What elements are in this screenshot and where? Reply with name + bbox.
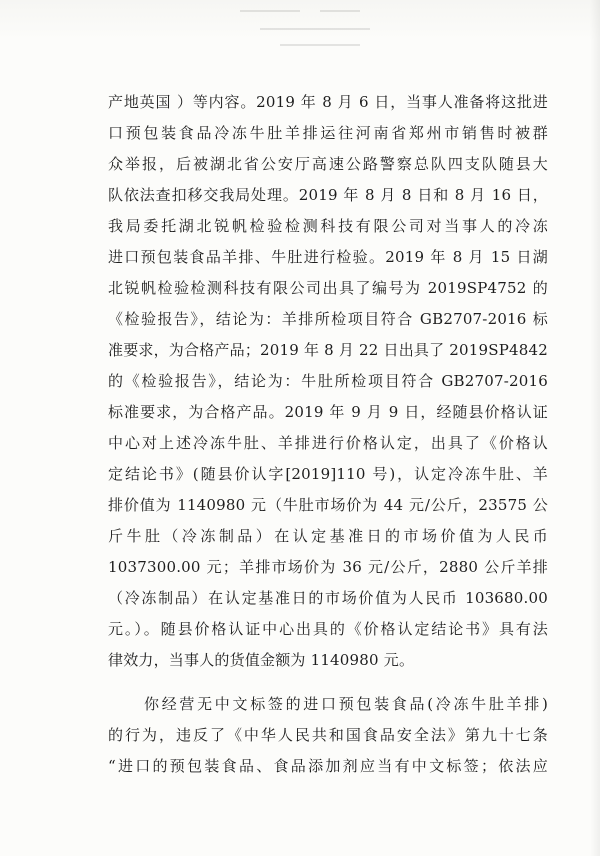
text-line: “进口的预包装食品、食品添加剂应当有中文标签；依法应 (108, 757, 548, 775)
text-line: 定结论书》(随县价认字[2019]110 号)，认定冷冻牛肚、羊 (108, 465, 548, 483)
text-line: 排价值为 1140980 元（牛肚市场价为 44 元/公斤，23575 公 (108, 496, 548, 514)
body-text (108, 87, 548, 782)
text-line: 众举报，后被湖北省公安厅高速公路警察总队四支队随县大 (108, 155, 548, 173)
paragraph-2 (108, 689, 548, 782)
text-line: 口预包装食品冷冻牛肚羊排运往河南省郑州市销售时被群 (108, 124, 548, 142)
text-line: 的《检验报告》，结论为：牛肚所检项目符合 GB2707-2016 (108, 372, 548, 390)
text-line: 中心对上述冷冻牛肚、羊排进行价格认定，出具了《价格认 (108, 434, 548, 452)
text-line: 元。）。随县价格认证中心出具的《价格认定结论书》具有法 (108, 620, 548, 638)
paragraph-1 (108, 87, 548, 676)
text-line: 标准要求，为合格产品。2019 年 9 月 9 日，经随县价格认证 (108, 403, 548, 421)
text-line: 1037300.00 元；羊排市场价为 36 元/公斤，2880 公斤羊排 (108, 558, 548, 576)
text-line: 队依法查扣移交我局处理。2019 年 8 月 8 日和 8 月 16 日， (108, 186, 548, 204)
text-line: 进口预包装食品羊排、牛肚进行检验。2019 年 8 月 15 日湖 (108, 248, 548, 266)
text-line: 斤牛肚（冷冻制品）在认定基准日的市场价值为人民币 (108, 527, 548, 545)
text-line: 的行为，违反了《中华人民共和国食品安全法》第九十七条 (108, 726, 548, 744)
text-line: 北锐帆检验检测科技有限公司出具了编号为 2019SP4752 的 (108, 279, 548, 297)
text-line: 产地英国 ）等内容。2019 年 8 月 6 日，当事人准备将这批进 (108, 93, 548, 111)
paragraph-gap (108, 676, 548, 689)
text-line: 律效力，当事人的货值金额为 1140980 元。 (108, 651, 415, 669)
text-line: 你经营无中文标签的进口预包装食品(冷冻牛肚羊排) (144, 695, 548, 713)
text-line: 《检验报告》，结论为：羊排所检项目符合 GB2707-2016 标 (108, 310, 548, 328)
header-bleed-through (230, 6, 400, 56)
scan-edge-shadow (590, 0, 600, 856)
text-line: （冷冻制品）在认定基准日的市场价值为人民币 103680.00 (108, 589, 548, 607)
text-line: 准要求，为合格产品；2019 年 8 月 22 日出具了 2019SP4842 (108, 341, 548, 359)
text-line: 我局委托湖北锐帆检验检测科技有限公司对当事人的冷冻 (108, 217, 548, 235)
